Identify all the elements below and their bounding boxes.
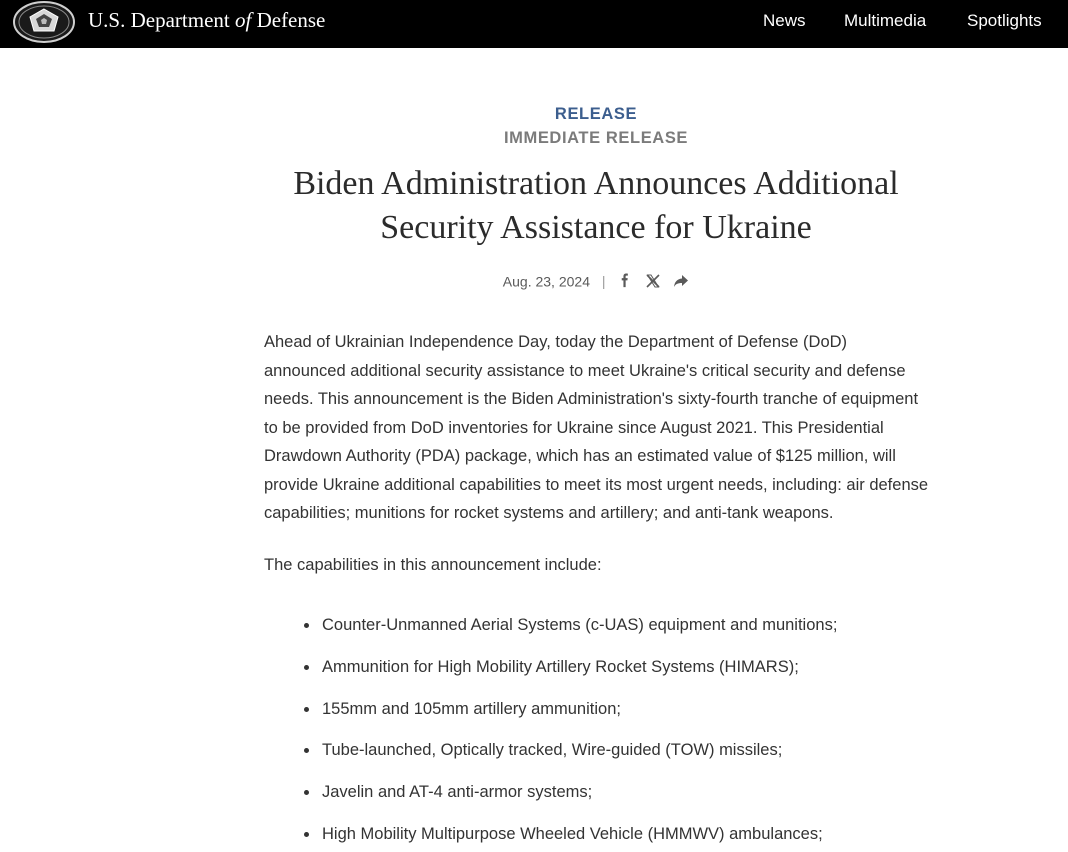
article-paragraph-2: The capabilities in this announcement include: xyxy=(264,556,602,574)
site-header xyxy=(0,0,1068,48)
nav-spotlights[interactable]: Spotlights xyxy=(967,11,1042,30)
nav-news[interactable]: News xyxy=(763,11,806,30)
x-icon[interactable] xyxy=(645,273,661,289)
facebook-icon[interactable] xyxy=(617,273,633,289)
list-item xyxy=(264,694,928,736)
list-item xyxy=(264,777,928,819)
bullet-dot-icon xyxy=(304,707,309,712)
nav-multimedia[interactable]: Multimedia xyxy=(844,11,927,30)
meta-separator: | xyxy=(601,273,606,290)
pentagon-seal-icon[interactable] xyxy=(12,0,76,44)
page-title: Biden Administration Announces Additional Security Assistance for Ukraine xyxy=(293,165,899,246)
site-title-prefix: U.S. Department xyxy=(88,8,230,32)
list-item xyxy=(264,652,928,694)
capability-text: Ammunition for High Mobility Artillery Rocket Systems (HIMARS); xyxy=(322,657,799,676)
article-date: Aug. 23, 2024 xyxy=(502,273,590,290)
bullet-dot-icon xyxy=(304,665,309,670)
site-title-of: of xyxy=(234,8,252,32)
capabilities-list xyxy=(264,610,928,852)
article-paragraph-1: Ahead of Ukrainian Independence Day, today the Department of Defense (DoD) announced additional security assistance to meet Ukraine's critical security and defense needs. This announcement is the Biden Administration's sixty-fourth tranche of equipment to be provided from DoD inventories for Ukraine since August 2021. This Presidential Drawdown Authority (PDA) package, which has an estimated value of $125 million, will provide Ukraine additional capabilities to meet its most urgent needs, including: air defense capabilities; munitions for rocket systems and artillery; and anti-tank weapons. xyxy=(264,333,929,522)
capability-text: Javelin and AT-4 anti-armor systems; xyxy=(322,783,593,802)
article-category[interactable]: RELEASE xyxy=(554,105,638,123)
share-icon[interactable] xyxy=(673,273,689,289)
article-meta xyxy=(264,272,928,292)
list-item xyxy=(264,819,928,852)
bullet-dot-icon xyxy=(304,748,309,753)
list-item xyxy=(264,610,928,652)
bullet-dot-icon xyxy=(304,790,309,795)
bullet-dot-icon xyxy=(304,832,309,837)
bullet-dot-icon xyxy=(304,623,309,628)
list-item xyxy=(264,735,928,777)
site-title-link[interactable] xyxy=(88,8,325,33)
capability-text: Tube-launched, Optically tracked, Wire-guided (TOW) missiles; xyxy=(322,741,783,760)
capability-text: Counter-Unmanned Aerial Systems (c-UAS) equipment and munitions; xyxy=(322,616,838,634)
capability-text: High Mobility Multipurpose Wheeled Vehicle (HMMWV) ambulances; xyxy=(322,824,823,843)
site-title-suffix: Defense xyxy=(256,8,326,32)
capability-text: 155mm and 105mm artillery ammunition; xyxy=(322,699,621,718)
article-subcategory: IMMEDIATE RELEASE xyxy=(503,129,689,147)
